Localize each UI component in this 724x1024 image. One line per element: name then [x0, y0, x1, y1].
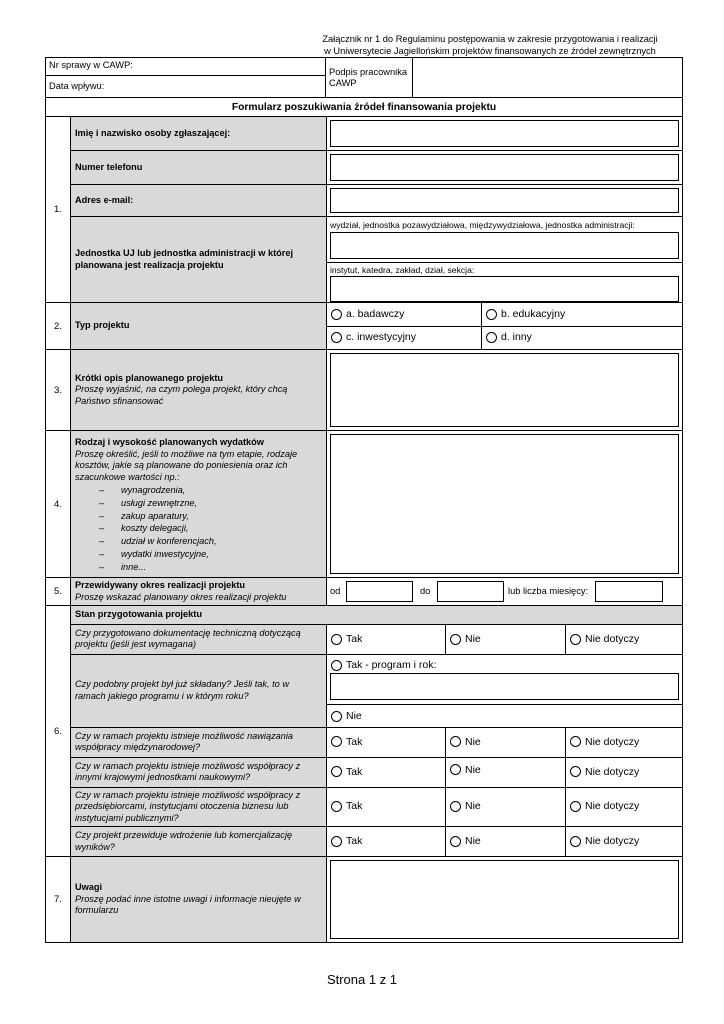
submitted-yes-option[interactable]: Tak - program i rok: — [331, 659, 436, 671]
expenses-title: Rodzaj i wysokość planowanych wydatków — [75, 437, 264, 447]
radio-icon — [570, 836, 581, 847]
signature-label: Podpis pracownika CAWP — [326, 58, 413, 97]
intl-na-option[interactable]: Nie dotyczy — [570, 736, 639, 748]
section-1 — [46, 117, 682, 303]
business-yes-option[interactable]: Tak — [331, 800, 362, 812]
attachment-note — [290, 33, 690, 57]
section-4 — [46, 431, 682, 578]
email-label: Adres e-mail: — [71, 185, 327, 216]
institute-input[interactable] — [330, 276, 679, 302]
doc-na-option[interactable]: Nie dotyczy — [570, 633, 639, 645]
expense-item: – usługi zewnętrzne, — [99, 497, 322, 510]
expense-item: – wydatki inwestycyjne, — [99, 548, 322, 561]
project-type-label: Typ projektu — [71, 303, 327, 349]
unit-label: Jednostka UJ lub jednostka administracji w której planowana jest realizacja projektu — [71, 217, 327, 302]
section-1-number: 1. — [46, 117, 71, 302]
email-input[interactable] — [330, 188, 679, 213]
signature-field[interactable] — [413, 58, 682, 97]
remarks-title: Uwagi — [75, 882, 103, 893]
section-6-number: 6. — [46, 606, 71, 856]
attachment-note-line1: Załącznik nr 1 do Regulaminu postępowania w zakresie przygotowania i realizacji — [322, 34, 658, 44]
section-3 — [46, 350, 682, 431]
section-5 — [46, 578, 682, 606]
period-to-label: do — [420, 586, 431, 596]
business-na-option[interactable]: Nie dotyczy — [570, 800, 639, 812]
phone-label: Numer telefonu — [71, 151, 327, 184]
submitted-no-option[interactable]: Nie — [331, 710, 362, 722]
intl-no-option[interactable]: Nie — [450, 736, 481, 748]
radio-icon — [450, 836, 461, 847]
period-title: Przewidywany okres realizacji projektu — [75, 580, 246, 590]
radio-icon — [331, 660, 342, 671]
type-option-research[interactable]: a. badawczy — [331, 308, 404, 320]
domestic-no-option[interactable]: Nie — [450, 764, 481, 776]
commercial-no-option[interactable]: Nie — [450, 835, 481, 847]
radio-icon — [486, 309, 497, 320]
q-commercialization: Czy projekt przewiduje wdrożenie lub komercjalizację wyników? — [71, 827, 327, 856]
period-from-label: od — [330, 586, 341, 596]
section-6 — [46, 606, 682, 857]
unit-hint-faculty: wydział, jednostka pozawydziałowa, międzywydziałowa, jednostka administracji: — [330, 220, 635, 230]
radio-icon — [450, 736, 461, 747]
description-hint: Proszę wyjaśnić, na czym polega projekt, który chcą Państwo sfinansować — [75, 384, 288, 406]
period-from-input[interactable] — [346, 581, 413, 602]
expenses-input[interactable] — [330, 434, 679, 574]
months-input[interactable] — [595, 581, 663, 602]
form-title: Formularz poszukiwania źródeł finansowania projektu — [46, 98, 682, 117]
expense-item: – wynagrodzenia, — [99, 484, 322, 497]
domestic-yes-option[interactable]: Tak — [331, 766, 362, 778]
description-title: Krótki opis planowanego projektu — [75, 372, 224, 383]
q-documentation: Czy przygotowano dokumentację techniczną dotyczącą projektu (jeśli jest wymagana) — [71, 625, 327, 654]
q-submitted-before: Czy podobny projekt był już składany? Jeśli tak, to w ramach jakiego programu i w którym roku? — [71, 655, 327, 727]
faculty-input[interactable] — [330, 232, 679, 259]
radio-icon — [570, 801, 581, 812]
attachment-note-line2: w Uniwersytecie Jagiellońskim projektów finansowanych ze źródeł zewnętrznych — [324, 46, 656, 56]
radio-icon — [331, 836, 342, 847]
section-3-number: 3. — [46, 350, 71, 430]
business-no-option[interactable]: Nie — [450, 800, 481, 812]
radio-icon — [570, 634, 581, 645]
q-domestic: Czy w ramach projektu istnieje możliwość współpracy z innymi krajowymi jednostkami naukowymi? — [71, 758, 327, 787]
expense-item: – zakup aparatury, — [99, 510, 322, 523]
radio-icon — [331, 801, 342, 812]
radio-icon — [331, 711, 342, 722]
type-option-investment[interactable]: c. inwestycyjny — [331, 331, 416, 343]
case-number-field[interactable]: Nr sprawy w CAWP: — [46, 58, 325, 76]
period-hint: Proszę wskazać planowany okres realizacji projektu — [75, 591, 287, 602]
type-option-education[interactable]: b. edukacyjny — [486, 308, 565, 320]
remarks-hint: Proszę podać inne istotne uwagi i informacje nieujęte w formularzu — [75, 893, 301, 916]
q-business: Czy w ramach projektu istnieje możliwość współpracy z przedsiębiorcami, instytucjami otoczenia biznesu lub instytucjami publicznymi? — [71, 788, 327, 826]
radio-icon — [450, 801, 461, 812]
radio-icon — [486, 332, 497, 343]
admin-block — [46, 58, 682, 98]
section-4-number: 4. — [46, 431, 71, 577]
expense-item: – koszty delegacji, — [99, 522, 322, 535]
readiness-title: Stan przygotowania projektu — [71, 606, 682, 625]
intl-yes-option[interactable]: Tak — [331, 736, 362, 748]
remarks-input[interactable] — [330, 860, 679, 939]
radio-icon — [570, 736, 581, 747]
expenses-hint: Proszę określić, jeśli to możliwe na tym etapie, rodzaje kosztów, jakie są planowane do poniesienia oraz ich szacunkowe wartości np.: — [75, 448, 298, 482]
period-to-input[interactable] — [437, 581, 504, 602]
section-7-number: 7. — [46, 857, 71, 942]
phone-input[interactable] — [330, 154, 679, 181]
radio-icon — [450, 634, 461, 645]
domestic-na-option[interactable]: Nie dotyczy — [570, 766, 639, 778]
expenses-list — [75, 484, 322, 574]
q-international: Czy w ramach projektu istnieje możliwość nawiązania współpracy międzynarodowej? — [71, 728, 327, 757]
radio-icon — [450, 764, 461, 775]
commercial-yes-option[interactable]: Tak — [331, 835, 362, 847]
commercial-na-option[interactable]: Nie dotyczy — [570, 835, 639, 847]
expense-item: – inne... — [99, 561, 322, 574]
expense-item: – udział w konferencjach, — [99, 535, 322, 548]
radio-icon — [331, 634, 342, 645]
description-input[interactable] — [330, 353, 679, 427]
page-number: Strona 1 z 1 — [326, 972, 398, 987]
doc-no-option[interactable]: Nie — [450, 633, 481, 645]
radio-icon — [331, 736, 342, 747]
program-year-input[interactable] — [330, 673, 679, 700]
unit-hint-institute: instytut, katedra, zakład, dział, sekcja: — [330, 265, 475, 275]
doc-yes-option[interactable]: Tak — [331, 633, 362, 645]
section-7 — [46, 857, 682, 942]
section-2-number: 2. — [46, 303, 71, 349]
radio-icon — [570, 766, 581, 777]
radio-icon — [331, 332, 342, 343]
months-label: lub liczba miesięcy: — [508, 586, 589, 596]
type-option-other[interactable]: d. inny — [486, 331, 532, 343]
receipt-date-field[interactable]: Data wpływu: — [49, 81, 105, 91]
form — [45, 57, 683, 943]
radio-icon — [331, 309, 342, 320]
section-5-number: 5. — [46, 578, 71, 605]
section-2 — [46, 303, 682, 350]
name-input[interactable] — [330, 120, 679, 147]
radio-icon — [331, 766, 342, 777]
name-label: Imię i nazwisko osoby zgłaszającej: — [71, 117, 327, 150]
